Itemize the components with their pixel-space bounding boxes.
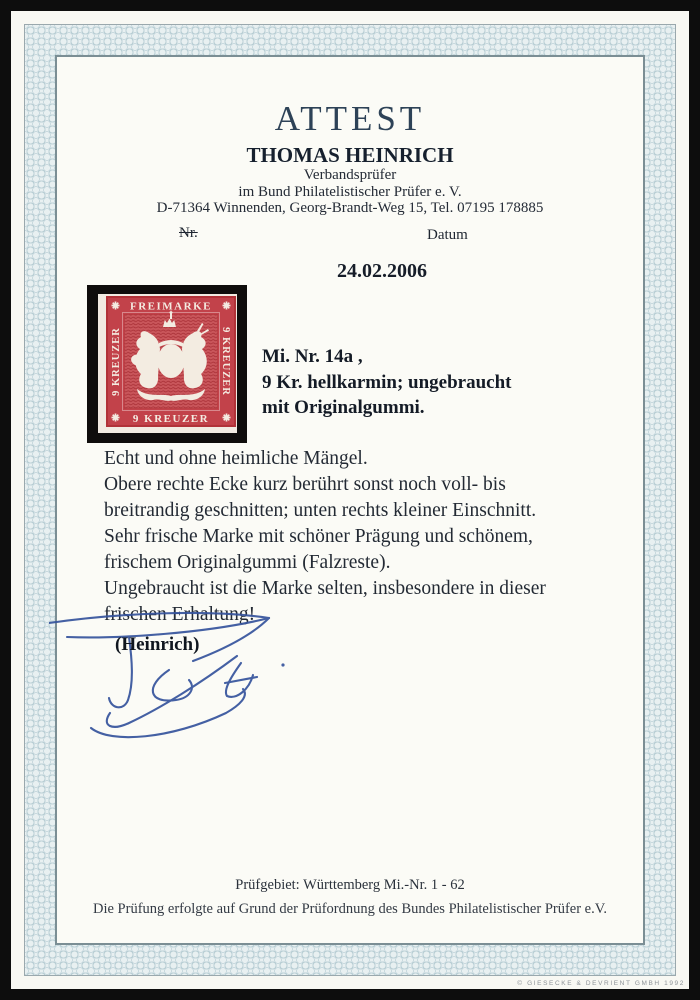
findings-line: Echt und ohne heimliche Mängel. — [104, 448, 368, 469]
certificate-header — [57, 101, 643, 217]
examiner-name: THOMAS HEINRICH — [246, 143, 454, 167]
datum-label: Datum — [427, 227, 468, 243]
footer-rule-line: Die Prüfung erfolgte auf Grund der Prüfordnung des Bundes Philatelistischer Prüfer e.V. — [93, 901, 607, 917]
examiner-association: im Bund Philatelistischer Prüfer e. V. — [238, 183, 462, 200]
findings-text — [104, 446, 546, 628]
signature-block — [49, 607, 419, 757]
guilloche-border — [24, 24, 676, 976]
stamp-top-label: FREIMARKE — [130, 300, 212, 313]
examiner-role: Verbandsprüfer — [303, 167, 397, 183]
nr-label: Nr. — [179, 225, 198, 241]
white-margin — [11, 11, 689, 989]
findings-line: frischen Erhaltung! — [104, 604, 256, 625]
stamp-design — [107, 297, 235, 426]
item-line-2: 9 Kr. hellkarmin; ungebraucht — [262, 371, 512, 393]
stamp-right-label: 9 KREUZER — [220, 327, 231, 396]
item-description — [262, 344, 512, 421]
stamp-left-label: 9 KREUZER — [111, 327, 122, 396]
findings-line: frischem Originalgummi (Falzreste). — [104, 552, 391, 573]
handwritten-signature — [49, 607, 419, 757]
stamp-image — [87, 285, 247, 443]
item-line-3: mit Originalgummi. — [262, 397, 425, 418]
signature-name: (Heinrich) — [115, 634, 200, 655]
certificate-body — [55, 55, 645, 945]
findings-line: Sehr frische Marke mit schöner Prägung und schönem, — [104, 526, 533, 547]
certificate-date: 24.02.2006 — [337, 260, 427, 282]
findings-line: Ungebraucht ist die Marke selten, insbesondere in dieser — [104, 578, 546, 599]
findings-line: breitrandig geschnitten; unten rechts kleiner Einschnitt. — [104, 500, 537, 521]
page-title: ATTEST — [274, 99, 426, 138]
stamp-bottom-label: 9 KREUZER — [132, 413, 210, 425]
item-line-1: Mi. Nr. 14a , — [262, 346, 363, 367]
printer-credit: © GIESECKE & DEVRIENT GMBH 1992 — [517, 980, 685, 987]
pruefgebiet-line: Prüfgebiet: Württemberg Mi.-Nr. 1 - 62 — [235, 877, 465, 893]
findings-line: Obere rechte Ecke kurz berührt sonst noch voll- bis — [104, 474, 506, 495]
examiner-address: D-71364 Winnenden, Georg-Brandt-Weg 15, Tel. 07195 178885 — [156, 200, 544, 216]
stamp-photo — [87, 285, 247, 443]
